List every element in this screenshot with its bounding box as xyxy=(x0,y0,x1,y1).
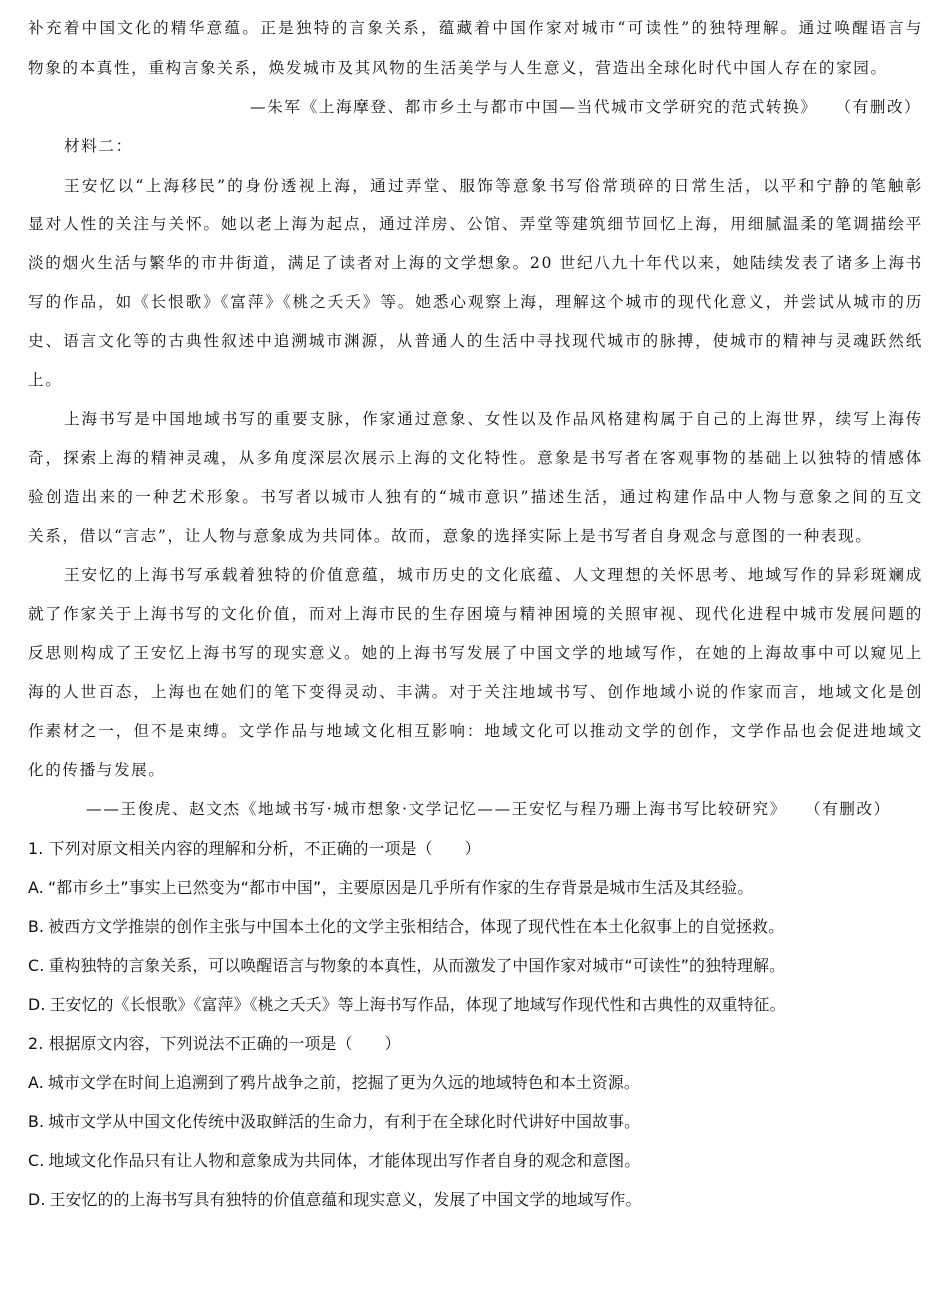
paragraph-line: 上。 xyxy=(28,371,63,389)
option-text: 城市文学从中国文化传统中汲取鲜活的生命力，有利于在全球化时代讲好中国故事。 xyxy=(48,1112,641,1131)
answer-option-b[interactable] xyxy=(28,1112,640,1132)
option-letter: A. xyxy=(28,878,44,897)
paragraph-line: 验创造出来的一种艺术形象。书写者以城市人独有的“城市意识”描述生活，通过构建作品中人物与意象之间的互文 xyxy=(28,488,923,506)
option-text: 王安忆的《长恨歌》《富萍》《桃之夭夭》等上海书写作品，体现了地域写作现代性和古典性的双重特征。 xyxy=(49,995,786,1014)
material2-heading: 材料二： xyxy=(64,137,133,155)
option-text: 城市文学在时间上追溯到了鸦片战争之前，挖掘了更为久远的地域特色和本土资源。 xyxy=(47,1073,640,1092)
option-letter: C. xyxy=(28,956,45,975)
paragraph-line: 化的传播与发展。 xyxy=(28,761,166,779)
answer-option-d[interactable] xyxy=(28,995,786,1015)
paragraph-line: 王安忆的上海书写承载着独特的价值意蕴，城市历史的文化底蕴、人文理想的关怀思考、地域写作的异彩斑斓成 xyxy=(64,566,923,584)
paragraph-line: 就了作家关于上海书写的文化价值，而对上海市民的生存困境与精神困境的关照审视、现代化进程中城市发展问题的 xyxy=(28,605,923,623)
source-note: （有删改） xyxy=(804,800,891,818)
option-letter: A. xyxy=(28,1073,44,1092)
paragraph-line: 作素材之一，但不是束缚。文学作品与地域文化相互影响：地域文化可以推动文学的创作，文学作品也会促进地域文 xyxy=(28,722,923,740)
option-text: 地域文化作品只有让人物和意象成为共同体，才能体现出写作者自身的观念和意图。 xyxy=(48,1151,641,1170)
option-letter: D. xyxy=(28,995,46,1014)
option-letter: B. xyxy=(28,1112,45,1131)
material1-source xyxy=(250,97,921,117)
option-letter: B. xyxy=(28,917,45,936)
answer-option-b[interactable] xyxy=(28,917,784,937)
source-citation: —朱军《上海摩登、都市乡土与都市中国—当代城市文学研究的范式转换》 xyxy=(250,98,818,116)
option-text: 王安忆的的上海书写具有独特的价值意蕴和现实意义，发展了中国文学的地域写作。 xyxy=(49,1190,642,1209)
paragraph-line: 史、语言文化等的古典性叙述中追溯城市渊源，从普通人的生活中寻找现代城市的脉搏，使城市的精神与灵魂跃然纸 xyxy=(28,332,923,350)
source-citation: ——王俊虎、赵文杰《地域书写·城市想象·文学记忆——王安忆与程乃珊上海书写比较研究》 xyxy=(86,800,787,818)
paragraph-line: 显对人性的关注与关怀。她以老上海为起点，通过洋房、公馆、弄堂等建筑细节回忆上海，用细腻温柔的笔调描绘平 xyxy=(28,215,923,233)
paragraph-line: 反思则构成了王安忆上海书写的现实意义。她的上海书写发展了中国文学的地域写作，在她的上海故事中可以窥见上 xyxy=(28,644,923,662)
paragraph-line: 淡的烟火生活与繁华的市井街道，满足了读者对上海的文学想象。20 世纪八九十年代以来，她陆续发表了诸多上海书 xyxy=(28,254,923,272)
option-letter: C. xyxy=(28,1151,45,1170)
material1-line: 物象的本真性，重构言象关系，焕发城市及其风物的生活美学与人生意义，营造出全球化时代中国人存在的家园。 xyxy=(28,59,888,77)
paragraph-line: 上海书写是中国地域书写的重要支脉，作家通过意象、女性以及作品风格建构属于自己的上海世界，续写上海传 xyxy=(64,410,923,428)
answer-option-c[interactable] xyxy=(28,956,785,976)
answer-option-a[interactable] xyxy=(28,1073,640,1093)
paragraph-line: 王安忆以“上海移民”的身份透视上海，通过弄堂、服饰等意象书写俗常琐碎的日常生活，以平和宁静的笔触彰 xyxy=(64,177,923,195)
paragraph-line: 关系，借以“言志”，让人物与意象成为共同体。故而，意象的选择实际上是书写者自身观念与意图的一种表现。 xyxy=(28,527,873,545)
option-text: “都市乡土”事实上已然变为“都市中国”，主要原因是几乎所有作家的生存背景是城市生活及其经验。 xyxy=(47,878,754,897)
material1-line: 补充着中国文化的精华意蕴。正是独特的言象关系，蕴藏着中国作家对城市“可读性”的独特理解。通过唤醒语言与 xyxy=(28,19,923,37)
answer-option-d[interactable] xyxy=(28,1190,641,1210)
paragraph-line: 奇，探索上海的精神灵魂，从多角度深层次展示上海的文化特性。意象是书写者在客观事物的基础上以独特的情感体 xyxy=(28,449,923,467)
answer-option-c[interactable] xyxy=(28,1151,640,1171)
paragraph-line: 写的作品，如《长恨歌》《富萍》《桃之夭夭》等。她悉心观察上海，理解这个城市的现代化意义，并尝试从城市的历 xyxy=(28,293,923,311)
option-letter: D. xyxy=(28,1190,46,1209)
option-text: 重构独特的言象关系，可以唤醒语言与物象的本真性，从而激发了中国作家对城市“可读性”的独特理解。 xyxy=(48,956,786,975)
source-note: （有删改） xyxy=(835,98,922,116)
material2-source xyxy=(86,799,891,819)
question-stem: 1. 下列对原文相关内容的理解和分析，不正确的一项是（ ） xyxy=(28,839,481,858)
question-stem: 2. 根据原文内容，下列说法不正确的一项是（ ） xyxy=(28,1034,401,1053)
option-text: 被西方文学推崇的创作主张与中国本土化的文学主张相结合，体现了现代性在本土化叙事上的自觉拯救。 xyxy=(48,917,785,936)
answer-option-a[interactable] xyxy=(28,878,753,898)
paragraph-line: 海的人世百态，上海也在她们的笔下变得灵动、丰满。对于关注地域书写、创作地域小说的作家而言，地域文化是创 xyxy=(28,683,923,701)
